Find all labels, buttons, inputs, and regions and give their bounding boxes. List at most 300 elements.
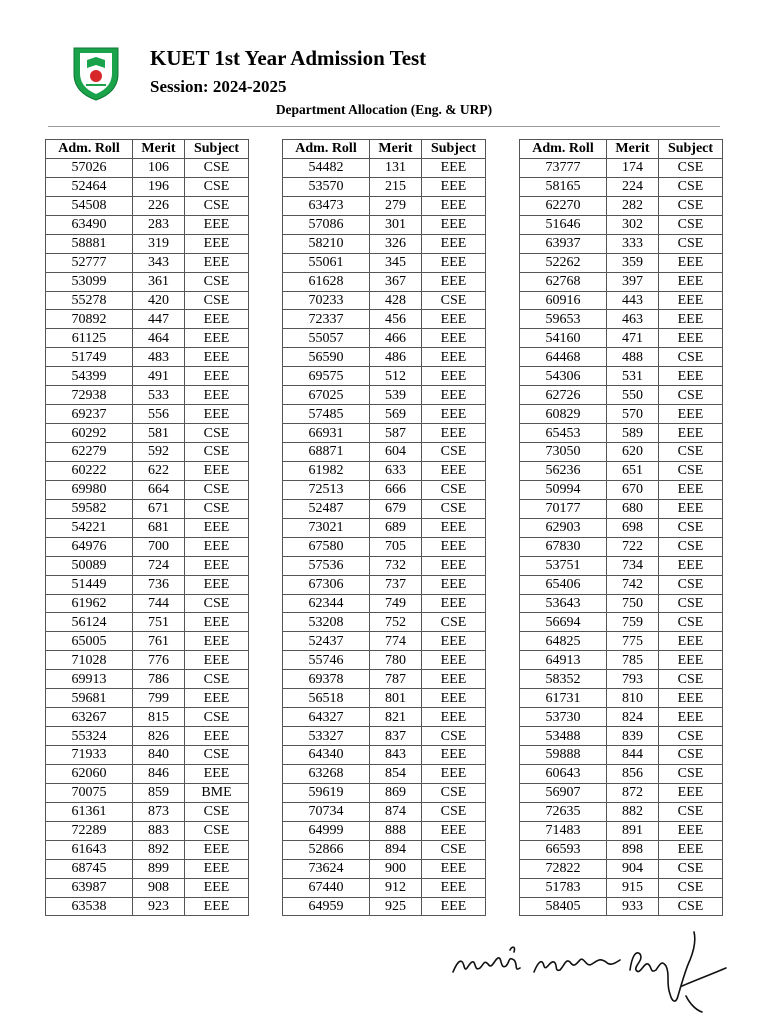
subject-cell: EEE [659,272,723,291]
adm-roll-cell: 52437 [283,632,370,651]
adm-roll-cell: 73050 [520,443,607,462]
subject-cell: CSE [422,613,486,632]
table-row [283,234,486,253]
subject-cell: EEE [659,840,723,859]
subject-cell: EEE [422,424,486,443]
adm-roll-cell: 62726 [520,386,607,405]
merit-cell: 799 [133,689,185,708]
merit-cell: 891 [607,821,659,840]
merit-cell: 679 [370,499,422,518]
merit-cell: 569 [370,405,422,424]
merit-cell: 550 [607,386,659,405]
adm-roll-cell: 62270 [520,196,607,215]
adm-roll-cell: 62768 [520,272,607,291]
merit-cell: 681 [133,518,185,537]
merit-cell: 815 [133,708,185,727]
adm-roll-cell: 67025 [283,386,370,405]
table-row [520,518,723,537]
subject-cell: EEE [659,367,723,386]
table-row [283,897,486,916]
subject-cell: CSE [422,840,486,859]
subject-cell: EEE [422,651,486,670]
merit-cell: 196 [133,177,185,196]
adm-roll-cell: 67830 [520,537,607,556]
table-row [46,348,249,367]
merit-cell: 488 [607,348,659,367]
subject-cell: EEE [422,537,486,556]
subject-cell: CSE [185,480,249,499]
table-row [520,348,723,367]
adm-roll-cell: 68745 [46,859,133,878]
adm-roll-cell: 70233 [283,291,370,310]
adm-roll-cell: 72513 [283,480,370,499]
merit-cell: 604 [370,443,422,462]
adm-roll-cell: 52777 [46,253,133,272]
adm-roll-cell: 58165 [520,177,607,196]
subject-cell: EEE [422,234,486,253]
adm-roll-cell: 54221 [46,518,133,537]
adm-roll-cell: 60916 [520,291,607,310]
table-row [283,443,486,462]
adm-roll-cell: 59888 [520,746,607,765]
adm-roll-cell: 70734 [283,802,370,821]
merit-cell: 759 [607,613,659,632]
subtitle-text: Department Allocation (Eng. & URP) [275,102,493,117]
header-divider [48,126,720,127]
merit-cell: 587 [370,424,422,443]
adm-roll-cell: 70892 [46,310,133,329]
subject-cell: CSE [659,234,723,253]
merit-cell: 226 [133,196,185,215]
merit-cell: 744 [133,594,185,613]
table-row [283,670,486,689]
table-row [46,821,249,840]
subject-cell: CSE [185,291,249,310]
adm-roll-cell: 67306 [283,575,370,594]
table-row [46,253,249,272]
merit-cell: 483 [133,348,185,367]
subject-cell: BME [185,783,249,802]
subject-cell: EEE [422,196,486,215]
merit-cell: 512 [370,367,422,386]
subject-cell: CSE [659,215,723,234]
table-row [46,651,249,670]
subject-cell: CSE [659,859,723,878]
table-row [283,632,486,651]
subject-cell: CSE [659,670,723,689]
subject-cell: EEE [422,367,486,386]
adm-roll-cell: 56518 [283,689,370,708]
adm-roll-cell: 54306 [520,367,607,386]
adm-roll-cell: 64999 [283,821,370,840]
table-row [283,272,486,291]
adm-roll-cell: 70075 [46,783,133,802]
merit-cell: 556 [133,405,185,424]
subject-cell: CSE [659,348,723,367]
merit-cell: 620 [607,443,659,462]
subject-cell: CSE [659,897,723,916]
adm-roll-cell: 59582 [46,499,133,518]
subject-cell: EEE [422,594,486,613]
table-row [520,253,723,272]
subject-cell: EEE [422,632,486,651]
merit-cell: 776 [133,651,185,670]
table-row [283,783,486,802]
subject-cell: EEE [185,764,249,783]
table-row [283,727,486,746]
adm-roll-cell: 50089 [46,556,133,575]
merit-cell: 671 [133,499,185,518]
merit-cell: 840 [133,746,185,765]
adm-roll-cell: 64913 [520,651,607,670]
table-row [520,670,723,689]
merit-cell: 856 [607,764,659,783]
handwritten-signatures-icon [450,920,740,1015]
adm-roll-cell: 63987 [46,878,133,897]
subject-cell: EEE [185,329,249,348]
table-header-row [46,140,249,159]
adm-roll-cell: 53570 [283,177,370,196]
table-row [46,367,249,386]
adm-roll-cell: 56907 [520,783,607,802]
merit-cell: 892 [133,840,185,859]
table-row [46,177,249,196]
table-row [283,821,486,840]
table-row [520,689,723,708]
merit-cell: 874 [370,802,422,821]
adm-roll-cell: 72337 [283,310,370,329]
adm-roll-cell: 61962 [46,594,133,613]
table-row [46,613,249,632]
table-row [46,859,249,878]
subject-cell: CSE [422,783,486,802]
merit-cell: 761 [133,632,185,651]
merit-cell: 821 [370,708,422,727]
merit-cell: 466 [370,329,422,348]
table-row [520,234,723,253]
subject-cell: EEE [422,215,486,234]
merit-cell: 224 [607,177,659,196]
table-row [520,897,723,916]
adm-roll-cell: 59653 [520,310,607,329]
merit-cell: 581 [133,424,185,443]
table-row [283,461,486,480]
merit-cell: 785 [607,651,659,670]
column-header-merit: Merit [370,140,422,159]
merit-cell: 456 [370,310,422,329]
table-row [46,802,249,821]
table-row [283,177,486,196]
adm-roll-cell: 69378 [283,670,370,689]
merit-cell: 883 [133,821,185,840]
merit-cell: 737 [370,575,422,594]
kuet-logo-icon [70,44,122,102]
table-row [520,632,723,651]
subject-cell: CSE [659,443,723,462]
merit-cell: 302 [607,215,659,234]
table-row [46,272,249,291]
adm-roll-cell: 50994 [520,480,607,499]
table-row [283,764,486,783]
subject-cell: EEE [659,480,723,499]
subject-cell: CSE [185,196,249,215]
subject-cell: CSE [422,291,486,310]
subject-cell: EEE [185,878,249,897]
subject-cell: CSE [659,518,723,537]
adm-roll-cell: 72822 [520,859,607,878]
subject-cell: EEE [659,424,723,443]
adm-roll-cell: 51783 [520,878,607,897]
subject-cell: EEE [422,556,486,575]
merit-cell: 839 [607,727,659,746]
adm-roll-cell: 54482 [283,158,370,177]
merit-cell: 912 [370,878,422,897]
adm-roll-cell: 60829 [520,405,607,424]
adm-roll-cell: 56694 [520,613,607,632]
adm-roll-cell: 72289 [46,821,133,840]
adm-roll-cell: 65453 [520,424,607,443]
subject-cell: EEE [185,215,249,234]
subject-cell: CSE [659,158,723,177]
table-row [520,537,723,556]
subject-cell: CSE [659,764,723,783]
table-header-row [283,140,486,159]
column-header-subject: Subject [422,140,486,159]
subject-cell: EEE [659,689,723,708]
table-row [283,708,486,727]
adm-roll-cell: 59619 [283,783,370,802]
table-row [46,405,249,424]
adm-roll-cell: 67440 [283,878,370,897]
merit-cell: 345 [370,253,422,272]
column-header-merit: Merit [607,140,659,159]
merit-cell: 689 [370,518,422,537]
merit-cell: 724 [133,556,185,575]
subject-cell: EEE [185,575,249,594]
merit-cell: 801 [370,689,422,708]
merit-cell: 915 [607,878,659,897]
merit-cell: 570 [607,405,659,424]
merit-cell: 882 [607,802,659,821]
table-row [520,764,723,783]
merit-cell: 215 [370,177,422,196]
adm-roll-cell: 66931 [283,424,370,443]
adm-roll-cell: 69237 [46,405,133,424]
table-row [283,310,486,329]
merit-cell: 700 [133,537,185,556]
subject-cell: CSE [422,727,486,746]
table-row [283,878,486,897]
adm-roll-cell: 52464 [46,177,133,196]
table-row [46,746,249,765]
subject-cell: CSE [185,802,249,821]
adm-roll-cell: 53099 [46,272,133,291]
subject-cell: CSE [422,443,486,462]
adm-roll-cell: 61643 [46,840,133,859]
table-row [520,329,723,348]
table-row [46,727,249,746]
merit-cell: 533 [133,386,185,405]
adm-roll-cell: 69980 [46,480,133,499]
adm-roll-cell: 52487 [283,499,370,518]
adm-roll-cell: 52866 [283,840,370,859]
subject-cell: EEE [185,253,249,272]
table-row [46,234,249,253]
table-row [46,480,249,499]
subject-cell: EEE [185,367,249,386]
merit-cell: 775 [607,632,659,651]
subject-cell: EEE [422,348,486,367]
subject-cell: CSE [185,499,249,518]
table-row [46,670,249,689]
subject-cell: EEE [185,461,249,480]
adm-roll-cell: 56590 [283,348,370,367]
subject-cell: EEE [659,291,723,310]
subject-cell: CSE [659,746,723,765]
subject-cell: EEE [185,897,249,916]
adm-roll-cell: 64976 [46,537,133,556]
table-row [520,272,723,291]
table-row [520,461,723,480]
table-row [283,859,486,878]
subject-cell: EEE [185,689,249,708]
merit-cell: 899 [133,859,185,878]
subject-cell: CSE [185,424,249,443]
merit-cell: 106 [133,158,185,177]
merit-cell: 705 [370,537,422,556]
merit-cell: 420 [133,291,185,310]
adm-roll-cell: 58352 [520,670,607,689]
merit-cell: 786 [133,670,185,689]
table-row [283,480,486,499]
merit-cell: 894 [370,840,422,859]
table-row [283,405,486,424]
merit-cell: 486 [370,348,422,367]
allocation-table-2 [282,139,486,916]
adm-roll-cell: 54160 [520,329,607,348]
adm-roll-cell: 51646 [520,215,607,234]
adm-roll-cell: 53208 [283,613,370,632]
merit-cell: 933 [607,897,659,916]
table-row [283,518,486,537]
merit-cell: 826 [133,727,185,746]
table-row [46,424,249,443]
subject-cell: CSE [659,594,723,613]
merit-cell: 872 [607,783,659,802]
table-row [46,518,249,537]
merit-cell: 301 [370,215,422,234]
adm-roll-cell: 58881 [46,234,133,253]
table-row [283,651,486,670]
merit-cell: 367 [370,272,422,291]
subject-cell: CSE [659,177,723,196]
subject-cell: EEE [422,821,486,840]
merit-cell: 844 [607,746,659,765]
table-row [46,632,249,651]
merit-cell: 664 [133,480,185,499]
table-row [520,783,723,802]
merit-cell: 531 [607,367,659,386]
adm-roll-cell: 72635 [520,802,607,821]
subject-cell: EEE [185,537,249,556]
merit-cell: 774 [370,632,422,651]
subject-cell: CSE [185,158,249,177]
subject-cell: EEE [659,253,723,272]
table-row [520,651,723,670]
adm-roll-cell: 61628 [283,272,370,291]
merit-cell: 592 [133,443,185,462]
table-row [520,480,723,499]
table-row [46,708,249,727]
subject-cell: CSE [185,594,249,613]
merit-cell: 471 [607,329,659,348]
merit-cell: 589 [607,424,659,443]
adm-roll-cell: 53643 [520,594,607,613]
subject-cell: EEE [185,727,249,746]
subject-cell: EEE [422,310,486,329]
adm-roll-cell: 64340 [283,746,370,765]
adm-roll-cell: 62060 [46,764,133,783]
merit-cell: 319 [133,234,185,253]
merit-cell: 888 [370,821,422,840]
table-row [46,291,249,310]
subject-cell: EEE [422,859,486,878]
subject-cell: EEE [422,329,486,348]
adm-roll-cell: 71933 [46,746,133,765]
table-row [520,859,723,878]
table-header-row [520,140,723,159]
adm-roll-cell: 63937 [520,234,607,253]
merit-cell: 736 [133,575,185,594]
adm-roll-cell: 51749 [46,348,133,367]
adm-roll-cell: 63538 [46,897,133,916]
subject-cell: EEE [422,461,486,480]
adm-roll-cell: 57485 [283,405,370,424]
merit-cell: 443 [607,291,659,310]
column-header-adm-roll: Adm. Roll [283,140,370,159]
subject-cell: EEE [659,499,723,518]
column-header-subject: Subject [659,140,723,159]
adm-roll-cell: 52262 [520,253,607,272]
merit-cell: 361 [133,272,185,291]
allocation-table-3 [519,139,723,916]
merit-cell: 873 [133,802,185,821]
merit-cell: 854 [370,764,422,783]
table-row [46,329,249,348]
table-row [520,594,723,613]
column-header-adm-roll: Adm. Roll [520,140,607,159]
adm-roll-cell: 66593 [520,840,607,859]
merit-cell: 780 [370,651,422,670]
adm-roll-cell: 63473 [283,196,370,215]
subject-cell: EEE [185,840,249,859]
table-row [46,594,249,613]
table-row [283,556,486,575]
subject-cell: CSE [659,537,723,556]
table-row [46,310,249,329]
subject-cell: EEE [659,708,723,727]
merit-cell: 397 [607,272,659,291]
merit-cell: 752 [370,613,422,632]
subject-cell: EEE [659,632,723,651]
merit-cell: 793 [607,670,659,689]
subject-cell: CSE [185,821,249,840]
document-title: KUET 1st Year Admission Test [150,46,427,70]
subject-cell: EEE [659,651,723,670]
table-row [520,177,723,196]
table-row [283,613,486,632]
table-row [46,443,249,462]
